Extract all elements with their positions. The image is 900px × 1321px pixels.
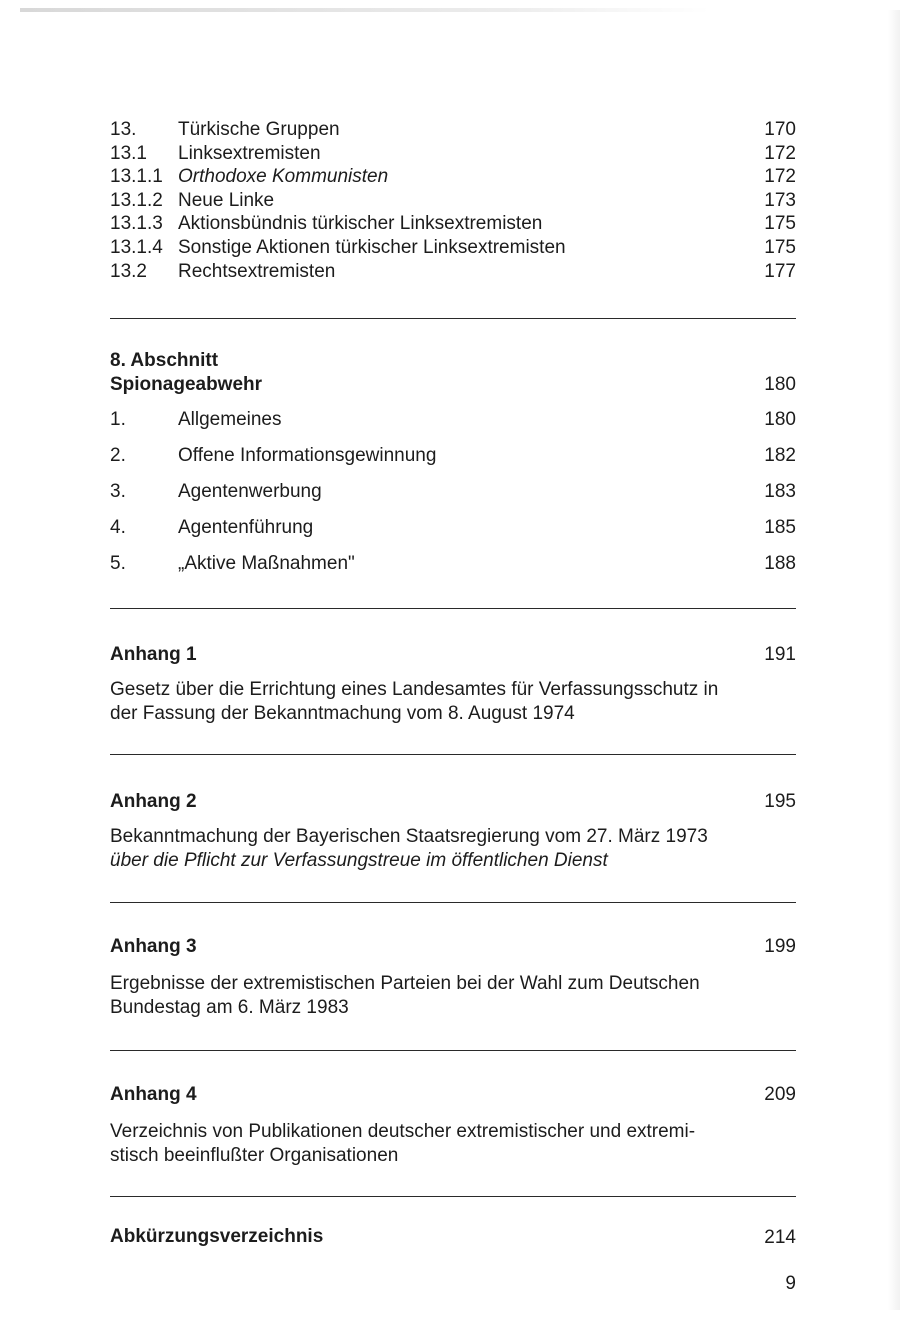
section-title: Spionageabwehr [110,374,263,395]
toc-entry-title: Aktionsbündnis türkischer Linksextremisten [178,213,543,234]
toc-entry-page: 173 [764,190,796,211]
toc-entry-number: 1. [110,409,126,430]
toc-entry-8-3 [110,480,796,504]
appendix-1-title: Anhang 1 [110,644,197,665]
toc-entry-13-1-4 [110,236,796,260]
toc-entry-number: 13. [110,119,137,140]
toc-entry-title: „Aktive Maßnahmen" [178,553,355,574]
toc-entry-8-4 [110,516,796,540]
toc-entry-page: 177 [764,261,796,282]
divider [110,1050,796,1051]
toc-entry-13-1 [110,142,796,166]
toc-entry-13-1-3 [110,212,796,236]
toc-entry-number: 2. [110,445,126,466]
toc-entry-number: 13.1.2 [110,190,163,211]
toc-entry-page: 180 [764,409,796,430]
appendix-2-title: Anhang 2 [110,791,197,812]
toc-entry-8-2 [110,444,796,468]
toc-entry-8-1 [110,408,796,432]
scan-edge-right [888,10,900,1310]
toc-entry-number: 13.2 [110,261,147,282]
section-label: 8. Abschnitt [110,350,219,371]
appendix-4-description [110,1120,770,1168]
section-page: 180 [764,374,796,395]
toc-entry-title: Offene Informationsgewinnung [178,445,437,466]
divider [110,902,796,903]
toc-entry-title: Orthodoxe Kommunisten [178,166,389,187]
appendix-description-line: über die Pflicht zur Verfassungstreue im öffentlichen Dienst [110,850,608,871]
toc-entry-title: Sonstige Aktionen türkischer Linksextremisten [178,237,566,258]
toc-entry-title: Rechtsextremisten [178,261,336,282]
toc-entry-title: Neue Linke [178,190,275,211]
appendix-description-line: Gesetz über die Errichtung eines Landesamtes für Verfassungsschutz in [110,679,719,700]
toc-entry-number: 13.1.1 [110,166,163,187]
toc-entry-page: 172 [764,166,796,187]
appendix-3-page: 199 [764,936,796,957]
divider [110,1196,796,1197]
appendix-description-line: stisch beeinflußter Organisationen [110,1145,399,1166]
appendix-description-line: Bekanntmachung der Bayerischen Staatsregierung vom 27. März 1973 [110,826,708,847]
toc-entry-13 [110,118,796,142]
appendix-description-line: Ergebnisse der extremistischen Parteien bei der Wahl zum Deutschen [110,973,700,994]
toc-entry-13-1-2 [110,189,796,213]
toc-entry-page: 175 [764,213,796,234]
toc-entry-number: 13.1.4 [110,237,163,258]
page-number: 9 [785,1273,796,1294]
appendix-description-line: Bundestag am 6. März 1983 [110,997,349,1018]
toc-entry-number: 13.1.3 [110,213,163,234]
toc-entry-title: Allgemeines [178,409,282,430]
appendix-3-title: Anhang 3 [110,936,197,957]
appendix-2-description [110,825,770,873]
toc-entry-page: 185 [764,517,796,538]
appendix-1-description [110,678,770,726]
toc-entry-number: 4. [110,517,126,538]
toc-entry-13-1-1 [110,165,796,189]
toc-entry-title: Agentenwerbung [178,481,322,502]
abbreviations-page: 214 [764,1227,796,1248]
toc-entry-13-2 [110,260,796,284]
toc-entry-page: 188 [764,553,796,574]
toc-entry-title: Linksextremisten [178,143,321,164]
appendix-4-page: 209 [764,1084,796,1105]
divider [110,318,796,319]
appendix-2-page: 195 [764,791,796,812]
appendix-description-line: der Fassung der Bekanntmachung vom 8. August 1974 [110,703,575,724]
appendix-description-line: Verzeichnis von Publikationen deutscher extremistischer und extremi- [110,1121,696,1142]
appendix-3-description [110,972,770,1020]
toc-entry-title: Türkische Gruppen [178,119,340,140]
toc-entry-page: 175 [764,237,796,258]
toc-entry-page: 172 [764,143,796,164]
toc-entry-page: 183 [764,481,796,502]
toc-entry-page: 182 [764,445,796,466]
toc-entry-number: 5. [110,553,126,574]
abbreviations-title: Abkürzungsverzeichnis [110,1226,324,1247]
toc-entry-number: 3. [110,481,126,502]
toc-entry-title: Agentenführung [178,517,314,538]
divider [110,754,796,755]
divider [110,608,796,609]
toc-entry-8-5 [110,552,796,576]
appendix-4-title: Anhang 4 [110,1084,197,1105]
toc-entry-page: 170 [764,119,796,140]
toc-entry-number: 13.1 [110,143,147,164]
scan-edge-top [20,8,710,12]
appendix-1-page: 191 [764,644,796,665]
